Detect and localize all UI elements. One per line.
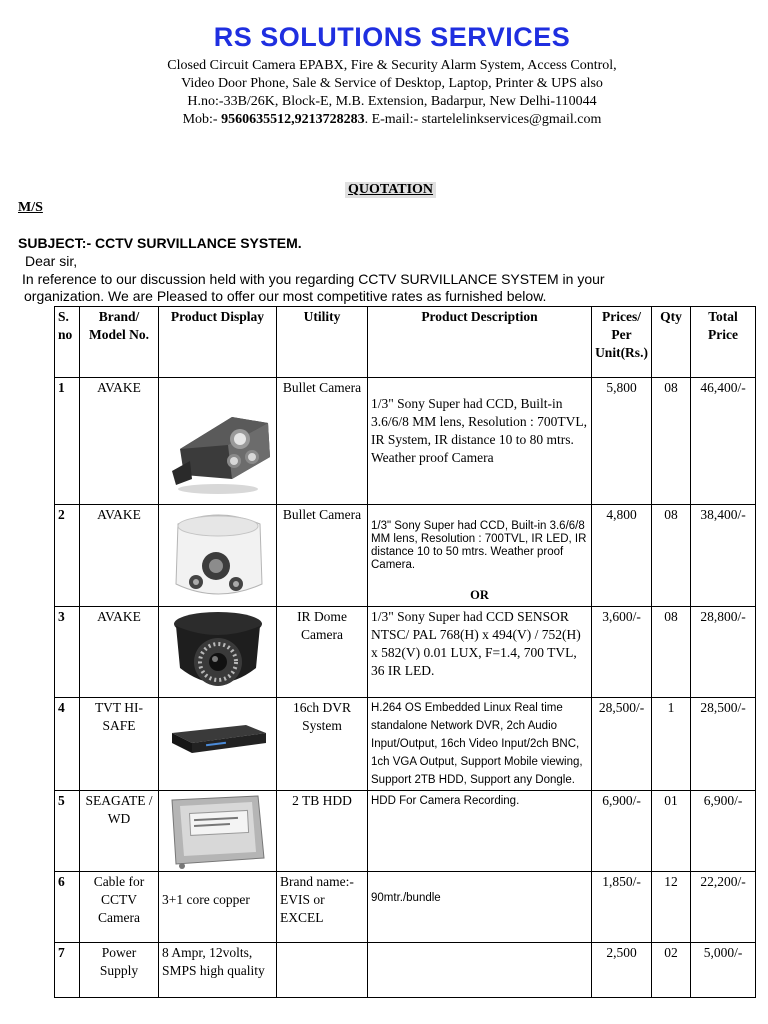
intro-paragraph (22, 271, 722, 305)
cell-price: 1,850/- (592, 872, 652, 943)
cell-price: 2,500 (592, 943, 652, 998)
cell-utility: Bullet Camera (277, 378, 368, 505)
cell-description (368, 872, 592, 943)
bullet-camera-image (162, 379, 274, 499)
cell-sno: 4 (55, 698, 80, 791)
cell-utility: Brand name:- EVIS or EXCEL (277, 872, 368, 943)
quotation-table (54, 306, 756, 998)
hdd-image (166, 792, 270, 870)
services-line-2: Video Door Phone, Sale & Service of Desktop, Laptop, Printer & UPS also (181, 76, 603, 91)
cell-qty: 08 (652, 378, 691, 505)
cell-display (159, 607, 277, 698)
header-price: Prices/ Per Unit(Rs.) (592, 307, 652, 378)
contact-line: Mob:- 9560635512,9213728283. E-mail:- startelelinkservices@gmail.com (182, 112, 602, 127)
cell-price: 28,500/- (592, 698, 652, 791)
cell-utility (277, 943, 368, 998)
white-dome-camera-image (168, 506, 268, 604)
cell-total: 28,800/- (691, 607, 756, 698)
greeting: Dear sir, (25, 253, 78, 269)
cell-price: 6,900/- (592, 791, 652, 872)
cell-sno: 6 (55, 872, 80, 943)
header-description: Product Description (368, 307, 592, 378)
table-row (55, 505, 756, 607)
cell-brand: AVAKE (80, 505, 159, 607)
email-text: E-mail:- startelelinkservices@gmail.com (371, 112, 602, 127)
cell-brand: Power Supply (80, 943, 159, 998)
services-line-1: Closed Circuit Camera EPABX, Fire & Security Alarm System, Access Control, (167, 58, 617, 73)
ms-label: M/S (18, 200, 43, 215)
ir-dome-camera-image (168, 608, 268, 694)
cell-total: 6,900/- (691, 791, 756, 872)
mob-label: Mob:- (182, 112, 218, 127)
quotation-title: QUOTATION (345, 182, 436, 198)
header-qty: Qty (652, 307, 691, 378)
cell-sno: 5 (55, 791, 80, 872)
cell-display (159, 378, 277, 505)
header-brand: Brand/ Model No. (80, 307, 159, 378)
table-row (55, 378, 756, 505)
cell-display (159, 505, 277, 607)
table-header-row (55, 307, 756, 378)
cell-qty: 12 (652, 872, 691, 943)
dvr-image (166, 699, 270, 779)
cell-description: 1/3" Sony Super had CCD SENSOR NTSC/ PAL 768(H) x 494(V) / 752(H) x 582(V) 0.01 LUX, F=1.4, 700 TVL, 36 IR LED. (368, 607, 592, 698)
cell-price: 3,600/- (592, 607, 652, 698)
table-row (55, 943, 756, 998)
description-text: 1/3" Sony Super had CCD, Built-in 3.6/6/8 MM lens, Resolution : 700TVL, IR LED, IR distance 10 to 50 mtrs. Weather proof Camera. (371, 520, 587, 571)
cell-sno: 3 (55, 607, 80, 698)
header-utility: Utility (277, 307, 368, 378)
cell-display: 8 Ampr, 12volts, SMPS high quality (159, 943, 277, 998)
description-text: 90mtr./bundle (371, 892, 441, 904)
cell-sno: 7 (55, 943, 80, 998)
cell-brand: TVT HI-SAFE (80, 698, 159, 791)
table-row (55, 698, 756, 791)
cell-sno: 2 (55, 505, 80, 607)
header-sno: S. no (55, 307, 80, 378)
cell-display (159, 791, 277, 872)
cell-price: 5,800 (592, 378, 652, 505)
description-text: 1/3" Sony Super had CCD, Built-in 3.6/6/8 MM lens, Resolution : 700TVL, IR System, IR distance 10 to 80 mtrs. Weather proof Camera (371, 396, 587, 465)
cell-qty: 1 (652, 698, 691, 791)
cell-qty: 08 (652, 607, 691, 698)
intro-line-1: In reference to our discussion held with you regarding CCTV SURVILLANCE SYSTEM in your (22, 271, 605, 287)
company-name: RS SOLUTIONS SERVICES (213, 22, 571, 52)
cell-display (159, 872, 277, 943)
cell-description (368, 943, 592, 998)
cell-description: H.264 OS Embedded Linux Real time standalone Network DVR, 2ch Audio Input/Output, 16ch Video Input/2ch BNC, 1ch VGA Output, Support Mobile viewing, Support 2TB HDD, Support any Dongle. (368, 698, 592, 791)
display-text: 3+1 core copper (162, 892, 250, 907)
cell-qty: 01 (652, 791, 691, 872)
cell-description (368, 505, 592, 607)
cell-utility: 16ch DVR System (277, 698, 368, 791)
cell-total: 5,000/- (691, 943, 756, 998)
cell-sno: 1 (55, 378, 80, 505)
intro-line-2: organization. We are Pleased to offer our most competitive rates as furnished below. (24, 288, 547, 304)
cell-utility: Bullet Camera (277, 505, 368, 607)
address-line: H.no:-33B/26K, Block-E, M.B. Extension, Badarpur, New Delhi-110044 (187, 94, 597, 109)
cell-brand: SEAGATE / WD (80, 791, 159, 872)
cell-brand: AVAKE (80, 607, 159, 698)
cell-total: 22,200/- (691, 872, 756, 943)
cell-total: 28,500/- (691, 698, 756, 791)
cell-display (159, 698, 277, 791)
cell-description (368, 378, 592, 505)
cell-brand: Cable for CCTV Camera (80, 872, 159, 943)
or-text: OR (470, 588, 489, 602)
table-row (55, 607, 756, 698)
cell-utility: IR Dome Camera (277, 607, 368, 698)
cell-utility: 2 TB HDD (277, 791, 368, 872)
cell-brand: AVAKE (80, 378, 159, 505)
cell-total: 46,400/- (691, 378, 756, 505)
header-display: Product Display (159, 307, 277, 378)
cell-price: 4,800 (592, 505, 652, 607)
cell-qty: 02 (652, 943, 691, 998)
cell-total: 38,400/- (691, 505, 756, 607)
cell-description: HDD For Camera Recording. (368, 791, 592, 872)
header-total: Total Price (691, 307, 756, 378)
table-row (55, 872, 756, 943)
subject-line: SUBJECT:- CCTV SURVILLANCE SYSTEM. (18, 235, 302, 251)
table-row (55, 791, 756, 872)
cell-qty: 08 (652, 505, 691, 607)
mob-numbers: 9560635512,9213728283 (221, 112, 365, 127)
